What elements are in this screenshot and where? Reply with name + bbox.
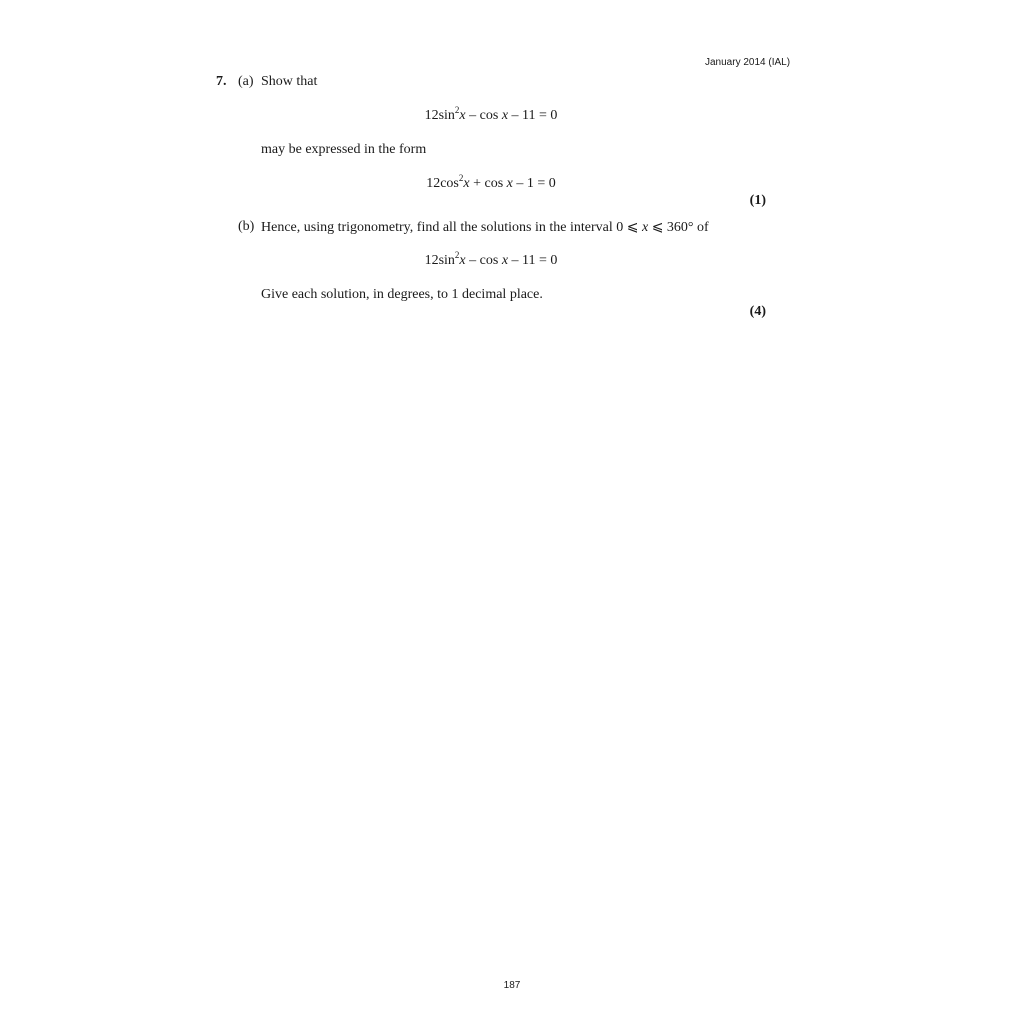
- part-b-instruction: Give each solution, in degrees, to 1 decimal place.: [261, 287, 543, 302]
- part-b-label: (b): [238, 219, 255, 234]
- equation-3: $12\sin^2x - \cos x - 11 = 0$: [424, 250, 558, 268]
- part-a-connector: may be expressed in the form: [261, 142, 427, 157]
- exam-session-header: January 2014 (IAL): [705, 57, 791, 68]
- equation-1: $12\sin^2x - \cos x - 11 = 0$: [424, 105, 558, 123]
- equation-2: $12\cos^2x + \cos x - 1 = 0$: [426, 173, 556, 191]
- part-a-marks: (1): [749, 193, 766, 208]
- part-b-marks: (4): [749, 304, 766, 319]
- question-number: 7.: [216, 74, 227, 89]
- part-b-intro: Hence, using trigonometry, find all the solutions in the interval 0 ⩽ x ⩽ 360° of: [261, 220, 709, 235]
- part-a-intro: Show that: [261, 74, 318, 89]
- part-a-label: (a): [238, 74, 254, 89]
- page-number: 187: [503, 980, 521, 991]
